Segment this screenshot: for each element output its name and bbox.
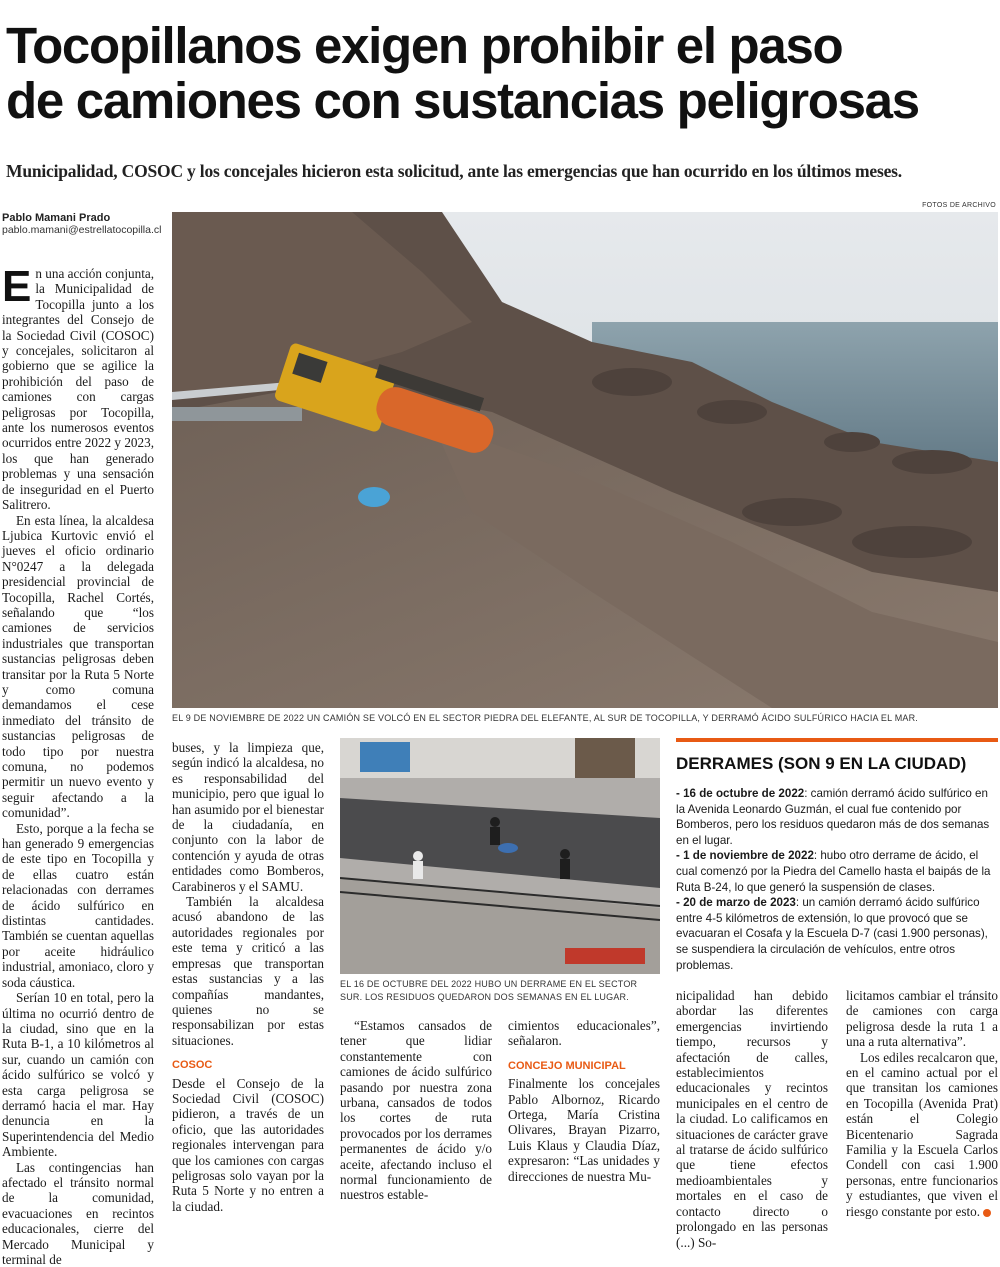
end-of-article-icon (983, 1209, 991, 1217)
subheadline: Municipalidad, COSOC y los concejales hicieron esta solicitud, ante las emergencias que han ocurrido en los últimos meses. (6, 161, 902, 181)
author-name: Pablo Mamani Prado (2, 212, 111, 224)
paragraph: licitamos cambiar el tránsito de camiones con carga peligrosa desde la ruta 1 a una a ruta alternativa”. (846, 988, 998, 1050)
sidebar-item: - 1 de noviembre de 2022: hubo otro derrame de ácido, el cual comenzó por la Piedra del Camello hasta el baipás de la Ruta B-24, lo que generó la suspensión de clases. (676, 849, 991, 894)
article-column-5 (676, 988, 828, 1250)
article-column-4 (508, 1018, 660, 1184)
section-label-concejo: CONCEJO MUNICIPAL (508, 1059, 626, 1072)
paragraph: “Estamos cansados de tener que lidiar constantemente con camiones de ácido sulfúrico pasando por nuestra zona urbana, cansados de todos los cortes de ruta provocados por los derrames permanentes de ácido y/o aceite, afectando incluso el normal funcionamiento de nuestros estable- (340, 1018, 492, 1203)
paragraph: Los ediles recalcaron que, en el camino actual por el que transitan los camiones en Tocopilla (Avenida Prat) están el Colegio Bicentenario Sagrada Familia y la Escuela Carlos Condell con casi 1.900 personas, entre funcionarios y estudiantes, que viven el riesgo constante por esto. (846, 1049, 998, 1219)
paragraph: buses, y la limpieza que, según indicó la alcaldesa, no es responsabilidad del municipio, pero que igual lo han asumido por el bienestar de la ciudadanía, en conjunto con la labor de contención y ayuda de otras entidades como Bomberos, Carabineros y el SAMU. (172, 740, 324, 894)
truck-accident-image (172, 212, 998, 708)
author-email[interactable]: pablo.mamani@estrellatocopilla.cl (2, 224, 162, 236)
article-column-2 (172, 740, 324, 1214)
drop-cap: E (2, 262, 32, 311)
paragraph: Serían 10 en total, pero la última no ocurrió dentro de la ciudad, sino que en la Ruta B-1, a 10 kilómetros al sur, cuando un camión con ácido sulfúrico se volcó y esta carga peligrosa se derramó hacia el mar. Hay denuncia en la Superintendencia del Medio Ambiente. (2, 990, 154, 1160)
second-photo (340, 738, 660, 974)
spill-cleanup-image (340, 738, 660, 974)
paragraph: También la alcaldesa acusó abandono de las autoridades regionales por este tema y criticó a las empresas que transportan estas sustancias y a las compañías mandantes, quienes no se responsabilizan por estas situaciones. (172, 894, 324, 1048)
paragraph: En esta línea, la alcaldesa Ljubica Kurtovic envió el jueves el oficio ordinario N°0247 a la delegada presidencial provincial de Tocopilla, Rachel Cortés, señalando que “los camiones de servicios industriales que transportan sustancias peligrosas deben transitar por la Ruta 5 Norte y como comuna demandamos el cese inmediato del tránsito de sustancias peligrosas de todo tipo por nuestra comuna, no podemos permitir un nuevo evento y seguir afectando a la comunidad”. (2, 512, 154, 821)
second-photo-caption: EL 16 DE OCTUBRE DEL 2022 HUBO UN DERRAME EN EL SECTOR SUR. LOS RESIDUOS QUEDARON DOS SEMANAS EN EL LUGAR. (340, 979, 638, 1002)
sidebar-item: - 16 de octubre de 2022: camión derramó ácido sulfúrico en la Avenida Leonardo Guzmán, el cual fue contenido por Bomberos, pero los residuos quedaron más de dos semanas en el lugar. (676, 787, 990, 847)
paragraph: Las contingencias han afectado el tránsito normal de la comunidad, evacuaciones en recintos educacionales, cierre del Mercado Municipal y terminal de (2, 1159, 154, 1267)
sidebar-title: DERRAMES (SON 9 EN LA CIUDAD) (676, 754, 967, 773)
paragraph: n una acción conjunta, la Municipalidad de Tocopilla junto a los integrantes del Consejo de la Sociedad Civil (COSOC) y concejales, solicitaron al gobierno que se agilice la prohibición del paso de camiones con cargas peligrosas por Tocopilla, ante los numerosos eventos ocurridos entre 2022 y 2023, los que han generado problemas y una sensación de inseguridad en el Puerto Salitrero. (2, 266, 155, 513)
headline-line-1: Tocopillanos exigen prohibir el paso (6, 17, 843, 74)
sidebar-accent-bar (676, 738, 998, 742)
paragraph: Finalmente los concejales Pablo Albornoz, Ricardo Ortega, María Cristina Olivares, Brayan Pizarro, Luis Klaus y Claudia Díaz, expresaron: “Las unidades y direcciones de nuestra Mu- (508, 1076, 660, 1184)
main-photo (172, 212, 998, 708)
headline-line-2: de camiones con sustancias peligrosas (6, 72, 919, 129)
sidebar-list (676, 786, 998, 973)
paragraph: Esto, porque a la fecha se han generado 9 emergencias de este tipo en Tocopilla y de ellas cuatro están relacionadas con derrames de ácido sulfúrico en distintas cantidades. También se cuentan aquellas por aceite hidráulico industrial, amoniaco, cloro y soda cáustica. (2, 820, 154, 990)
paragraph: cimientos educacionales”, señalaron. (508, 1018, 660, 1049)
paragraph: Desde el Consejo de la Sociedad Civil (COSOC) pidieron, a través de un oficio, que las autoridades regionales intervengan para que los camiones con cargas peligrosas solo vayan por la Ruta 5 Norte y no entren a la ciudad. (172, 1075, 324, 1214)
photo-credit: FOTOS DE ARCHIVO (922, 202, 996, 209)
headline (6, 18, 996, 128)
section-label-cosoc: COSOC (172, 1059, 213, 1072)
article-column-6 (846, 988, 998, 1219)
paragraph: nicipalidad han debido abordar las diferentes emergencias invirtiendo tiempo, recursos y afectación de calles, establecimientos educacionales y recintos municipales en el centro de la ciudad. Lo calificamos en situaciones de carácter grave al tratarse de ácido sulfúrico que tiene efectos medioambientales y mortales en el caso de contacto directo o prolongado en las personas (...) So- (676, 988, 828, 1250)
sidebar-item: - 20 de marzo de 2023: un camión derramó ácido sulfúrico entre 4-5 kilómetros de extensión, lo que provocó que se evacuaran el Cosafa y la Escuela D-7 (casi 1.900 personas), se suspendiera la circulación de vehículos, entre otros problemas. (676, 896, 988, 972)
article-column-3 (340, 1018, 492, 1203)
main-photo-caption: EL 9 DE NOVIEMBRE DE 2022 UN CAMIÓN SE VOLCÓ EN EL SECTOR PIEDRA DEL ELEFANTE, AL SUR DE TOCOPILLA, Y DERRAMÓ ÁCIDO SULFÚRICO HACIA EL MAR. (172, 713, 919, 723)
spills-sidebar (676, 738, 998, 973)
article-column-1 (2, 262, 155, 1267)
